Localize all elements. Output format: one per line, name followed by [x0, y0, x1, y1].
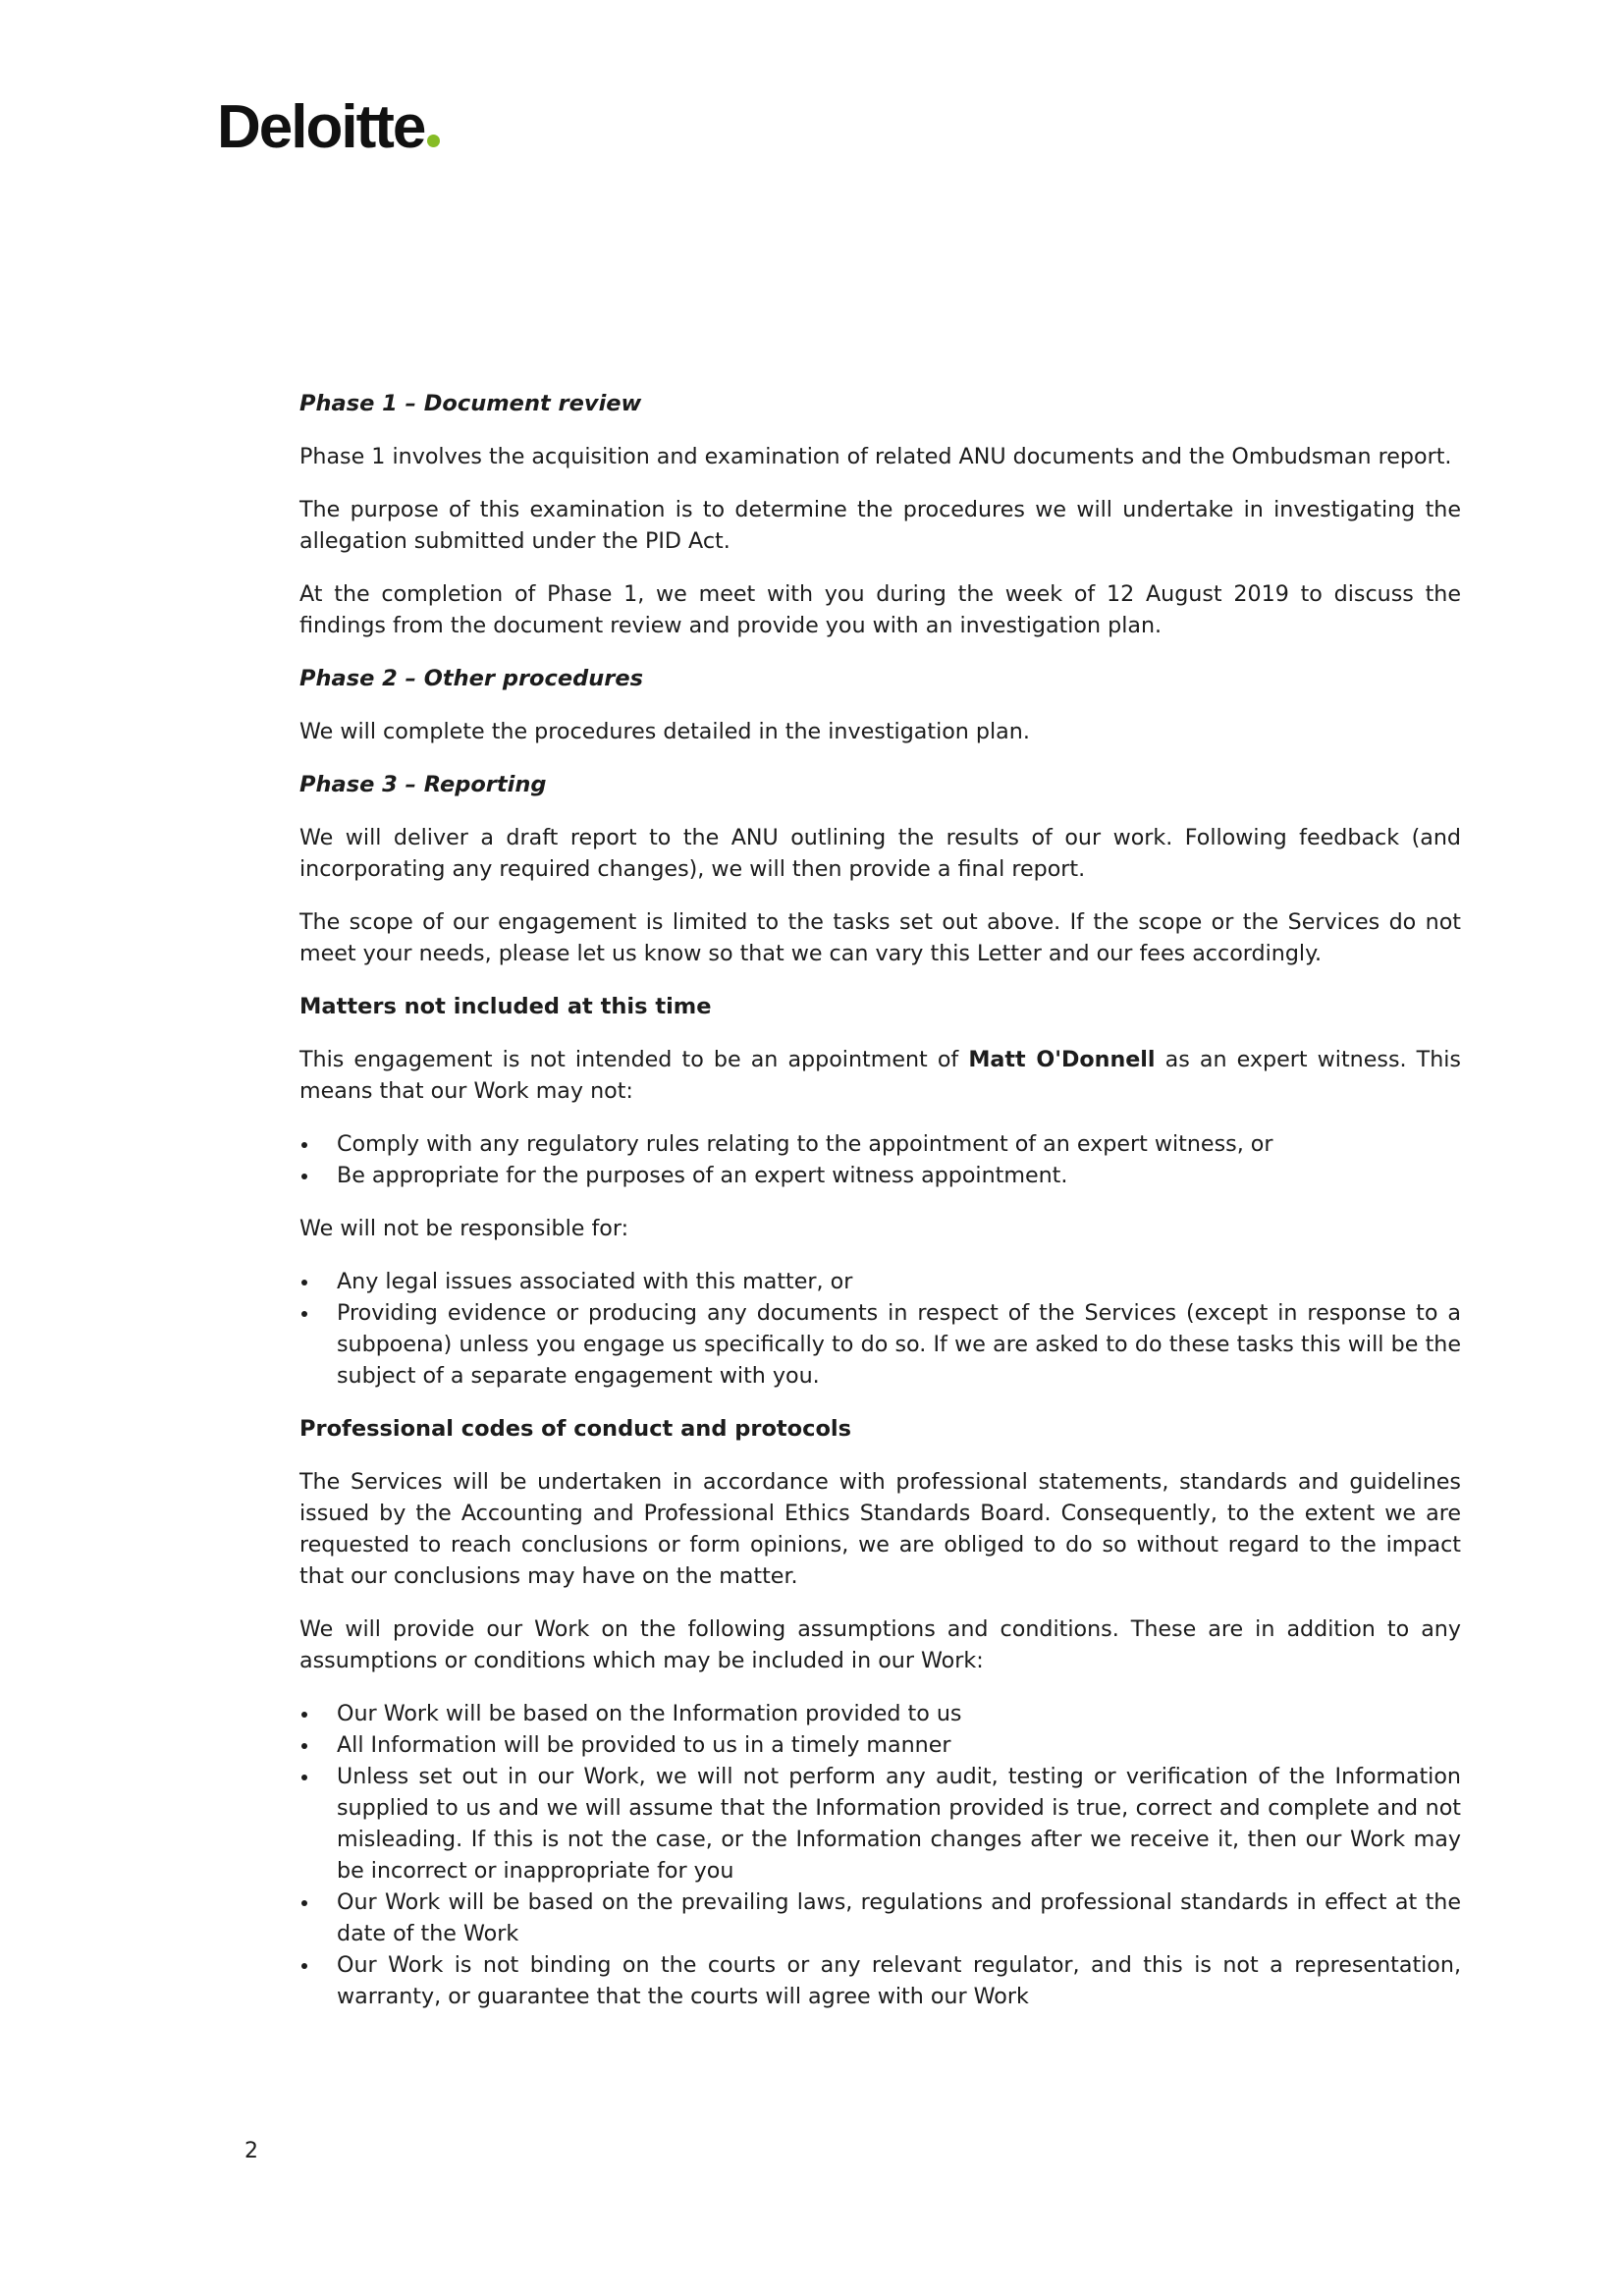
- assumptions-list: [299, 1698, 1461, 2012]
- letter-body: [299, 388, 1461, 2034]
- matters-intro: [299, 1044, 1461, 1107]
- phase-1-paragraph-2: The purpose of this examination is to determine the procedures we will undertake in investigating the allegation submitted under the PID Act.: [299, 497, 1461, 554]
- phase-3-paragraph-2: The scope of our engagement is limited to the tasks set out above. If the scope or the Services do not meet your needs, please let us know so that we can vary this Letter and our fees accordingly.: [299, 909, 1461, 966]
- list-item: Comply with any regulatory rules relating to the appointment of an expert witness, or: [299, 1128, 1461, 1160]
- expert-name: Matt O'Donnell: [968, 1047, 1156, 1072]
- expert-witness-list: [299, 1128, 1461, 1191]
- phase-2-heading: Phase 2 – Other procedures: [299, 666, 643, 691]
- phase-1-paragraph-3: At the completion of Phase 1, we meet with you during the week of 12 August 2019 to discuss the findings from the document review and provide you with an investigation plan.: [299, 581, 1461, 638]
- page-number: 2: [244, 2139, 258, 2163]
- phase-1-heading: Phase 1 – Document review: [299, 391, 642, 416]
- list-item: All Information will be provided to us in a timely manner: [299, 1729, 1461, 1761]
- logo-green-dot: [427, 135, 440, 147]
- matters-intro-before: This engagement is not intended to be an appointment of: [299, 1047, 969, 1072]
- codes-paragraph-1: The Services will be undertaken in accordance with professional statements, standards and guidelines issued by the Accounting and Professional Ethics Standards Board. Consequently, to the extent we are requested to reach conclusions or form opinions, we are obliged to do so without regard to the impact that our conclusions may have on the matter.: [299, 1469, 1461, 1589]
- list-item: Unless set out in our Work, we will not perform any audit, testing or verification of the Information supplied to us and we will assume that the Information provided is true, correct and complete and not misleading. If this is not the case, or the Information changes after we receive it, then our Work may be incorrect or inappropriate for you: [299, 1761, 1461, 1886]
- not-responsible-list: [299, 1266, 1461, 1392]
- phase-3-paragraph-1: We will deliver a draft report to the ANU outlining the results of our work. Following feedback (and incorporating any required changes), we will then provide a final report.: [299, 825, 1461, 882]
- matters-heading: Matters not included at this time: [299, 994, 712, 1019]
- list-item: Any legal issues associated with this matter, or: [299, 1266, 1461, 1297]
- matters-intro-after: as an expert witness. This means that our Work may not:: [299, 1047, 1461, 1104]
- list-item: Our Work will be based on the prevailing laws, regulations and professional standards in effect at the date of the Work: [299, 1886, 1461, 1949]
- codes-paragraph-2: We will provide our Work on the following assumptions and conditions. These are in addition to any assumptions or conditions which may be included in our Work:: [299, 1616, 1461, 1673]
- list-item: Be appropriate for the purposes of an expert witness appointment.: [299, 1160, 1461, 1191]
- responsible-intro: We will not be responsible for:: [299, 1216, 629, 1241]
- codes-heading: Professional codes of conduct and protocols: [299, 1416, 852, 1442]
- logo-text: Deloitte: [217, 93, 425, 161]
- list-item: Our Work is not binding on the courts or any relevant regulator, and this is not a representation, warranty, or guarantee that the courts will agree with our Work: [299, 1949, 1461, 2012]
- list-item: Our Work will be based on the Information provided to us: [299, 1698, 1461, 1729]
- deloitte-logo: [217, 93, 440, 161]
- phase-1-paragraph-1: Phase 1 involves the acquisition and examination of related ANU documents and the Ombudsman report.: [299, 444, 1452, 469]
- phase-2-paragraph-1: We will complete the procedures detailed in the investigation plan.: [299, 719, 1030, 744]
- list-item: Providing evidence or producing any documents in respect of the Services (except in response to a subpoena) unless you engage us specifically to do so. If we are asked to do these tasks this will be the subject of a separate engagement with you.: [299, 1297, 1461, 1392]
- phase-3-heading: Phase 3 – Reporting: [299, 772, 547, 797]
